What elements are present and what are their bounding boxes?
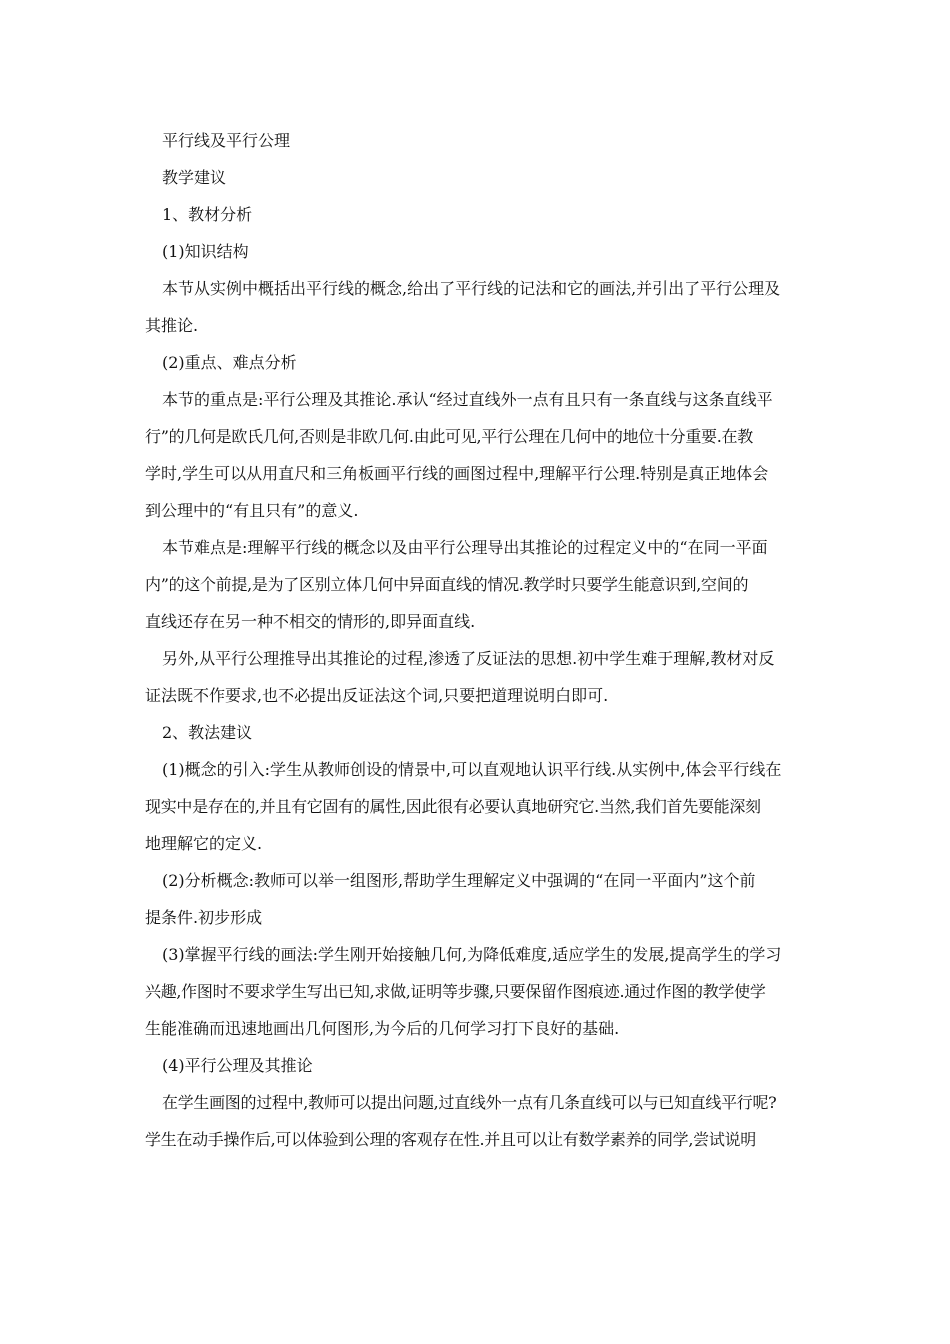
paragraph-line: 现实中是存在的,并且有它固有的属性,因此很有必要认真地研究它.当然,我们首先要能深刻	[145, 797, 761, 816]
paragraph-line: 学生在动手操作后,可以体验到公理的客观存在性.并且可以让有数学素养的同学,尝试说明	[145, 1130, 756, 1149]
paragraph-line: (3)掌握平行线的画法:学生刚开始接触几何,为降低难度,适应学生的发展,提高学生的学习	[162, 945, 782, 964]
paragraph-line: 行”的几何是欧氏几何,否则是非欧几何.由此可见,平行公理在几何中的地位十分重要.在教	[145, 427, 753, 446]
paragraph-line: 另外,从平行公理推导出其推论的过程,渗透了反证法的思想.初中学生难于理解,教材对反	[162, 649, 775, 668]
section-title-textbook-analysis: 1、教材分析	[162, 205, 253, 224]
paragraph-line: (2)分析概念:教师可以举一组图形,帮助学生理解定义中强调的“在同一平面内”这个前	[162, 871, 756, 890]
paragraph-line: 本节的重点是:平行公理及其推论.承认“经过直线外一点有且只有一条直线与这条直线平	[162, 390, 773, 409]
paragraph-line: (1)概念的引入:学生从教师创设的情景中,可以直观地认识平行线.从实例中,体会平行线在	[162, 760, 782, 779]
subsection-title-key-points: (2)重点、难点分析	[162, 353, 297, 372]
paragraph-line: 其推论.	[145, 316, 199, 335]
paragraph-line: 提条件.初步形成	[145, 908, 263, 927]
paragraph-line: 在学生画图的过程中,教师可以提出问题,过直线外一点有几条直线可以与已知直线平行呢?	[162, 1093, 777, 1112]
subsection-title-knowledge-structure: (1)知识结构	[162, 242, 249, 261]
paragraph-line: 本节难点是:理解平行线的概念以及由平行公理导出其推论的过程定义中的“在同一平面	[162, 538, 768, 557]
paragraph-line: 直线还存在另一种不相交的情形的,即异面直线.	[145, 612, 476, 631]
paragraph-line: 生能准确而迅速地画出几何图形,为今后的几何学习打下良好的基础.	[145, 1019, 620, 1038]
document-body	[145, 122, 813, 1158]
subsection-title-parallel-axiom: (4)平行公理及其推论	[162, 1056, 313, 1075]
paragraph-line: 地理解它的定义.	[145, 834, 263, 853]
paragraph-line: 本节从实例中概括出平行线的概念,给出了平行线的记法和它的画法,并引出了平行公理及	[162, 279, 781, 298]
paragraph-line: 内”的这个前提,是为了区别立体几何中异面直线的情况.教学时只要学生能意识到,空间的	[145, 575, 749, 594]
section-title-teaching-methods: 2、教法建议	[162, 723, 253, 742]
paragraph-line: 兴趣,作图时不要求学生写出已知,求做,证明等步骤,只要保留作图痕迹.通过作图的教学使学	[145, 982, 766, 1001]
section-heading-teaching-suggestions: 教学建议	[162, 168, 227, 187]
paragraph-line: 到公理中的“有且只有”的意义.	[145, 501, 359, 520]
document-title: 平行线及平行公理	[162, 131, 291, 150]
paragraph-line: 学时,学生可以从用直尺和三角板画平行线的画图过程中,理解平行公理.特别是真正地体会	[145, 464, 769, 483]
paragraph-line: 证法既不作要求,也不必提出反证法这个词,只要把道理说明白即可.	[145, 686, 609, 705]
